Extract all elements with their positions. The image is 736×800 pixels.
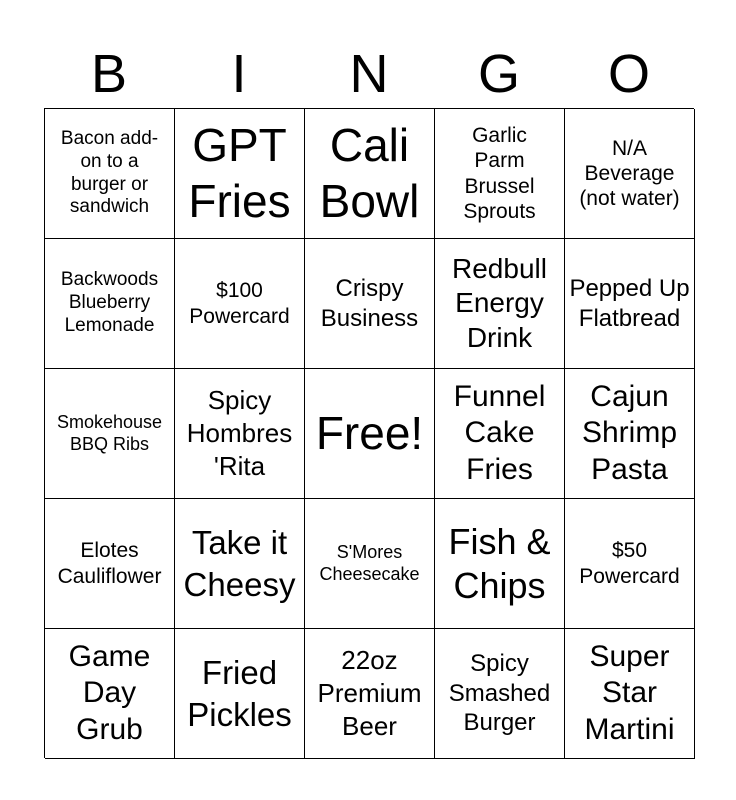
cell-label: Game Day Grub	[68, 639, 151, 746]
bingo-cell[interactable]	[435, 369, 565, 499]
header-letter-o: O	[607, 44, 650, 104]
bingo-cell[interactable]	[175, 239, 305, 369]
bingo-cell[interactable]	[305, 239, 435, 369]
bingo-cell[interactable]	[175, 499, 305, 629]
bingo-cell[interactable]	[565, 109, 695, 239]
cell-label: Cali Bowl	[319, 119, 420, 227]
cell-label: S'Mores Cheesecake	[319, 542, 420, 584]
cell-label: Take it Cheesy	[183, 524, 296, 603]
cell-label: Bacon add-on to a burger or sandwich	[60, 127, 159, 218]
cell-label: N/A Beverage (not water)	[579, 136, 680, 211]
cell-label: Spicy Smashed Burger	[448, 649, 551, 737]
bingo-cell[interactable]	[45, 629, 175, 759]
bingo-cell[interactable]	[45, 369, 175, 499]
cell-label: Backwoods Blueberry Lemonade	[60, 269, 159, 336]
cell-label: Garlic Parm Brussel Sprouts	[463, 124, 536, 223]
bingo-header	[44, 40, 694, 108]
cell-label: Free!	[315, 406, 424, 459]
cell-label: Elotes Cauliflower	[57, 539, 162, 588]
cell-label: $100 Powercard	[189, 279, 290, 328]
bingo-cell[interactable]	[565, 499, 695, 629]
free-space[interactable]	[305, 369, 435, 499]
bingo-cell[interactable]	[435, 499, 565, 629]
header-letter-g: G	[477, 44, 520, 104]
bingo-cell[interactable]	[305, 499, 435, 629]
bingo-cell[interactable]	[45, 499, 175, 629]
cell-label: $50 Powercard	[579, 539, 680, 588]
bingo-board	[44, 108, 694, 758]
cell-label: Redbull Energy Drink	[452, 253, 547, 353]
bingo-cell[interactable]	[175, 109, 305, 239]
bingo-cell[interactable]	[565, 239, 695, 369]
bingo-cell[interactable]	[435, 109, 565, 239]
bingo-cell[interactable]	[305, 109, 435, 239]
cell-label: Super Star Martini	[584, 639, 675, 746]
cell-label: GPT Fries	[188, 119, 291, 227]
bingo-cell[interactable]	[305, 629, 435, 759]
bingo-cell[interactable]	[565, 629, 695, 759]
cell-label: Cajun Shrimp Pasta	[581, 379, 678, 486]
cell-label: Funnel Cake Fries	[453, 379, 546, 486]
bingo-cell[interactable]	[435, 239, 565, 369]
cell-label: 22oz Premium Beer	[317, 645, 422, 741]
header-letter-b: B	[90, 44, 128, 104]
bingo-cell[interactable]	[175, 629, 305, 759]
bingo-cell[interactable]	[175, 369, 305, 499]
header-letter-i: I	[231, 44, 247, 104]
cell-label: Smokehouse BBQ Ribs	[56, 412, 163, 454]
bingo-cell[interactable]	[45, 109, 175, 239]
cell-label: Crispy Business	[320, 274, 419, 332]
cell-label: Fish & Chips	[448, 521, 551, 606]
bingo-cell[interactable]	[45, 239, 175, 369]
cell-label: Pepped Up Flatbread	[569, 274, 690, 332]
cell-label: Fried Pickles	[187, 654, 292, 733]
bingo-cell[interactable]	[565, 369, 695, 499]
cell-label: Spicy Hombres 'Rita	[186, 385, 293, 481]
bingo-cell[interactable]	[435, 629, 565, 759]
header-letter-n: N	[349, 44, 389, 104]
